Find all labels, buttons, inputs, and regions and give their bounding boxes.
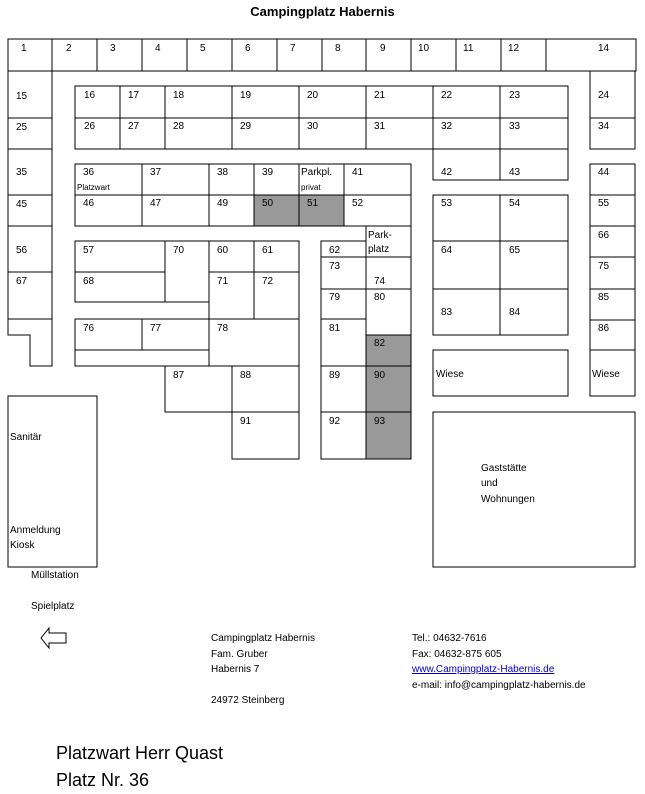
pitch-number: 87 bbox=[173, 370, 185, 381]
pitch-number: 76 bbox=[83, 323, 95, 334]
footer-warden: Platzwart Herr Quast bbox=[56, 743, 224, 763]
pitch-number: 10 bbox=[418, 43, 430, 54]
pitch-number: 21 bbox=[374, 90, 386, 101]
address-block bbox=[211, 631, 315, 709]
pitch-number: 52 bbox=[352, 198, 364, 209]
pitch-number: 11 bbox=[463, 43, 474, 54]
pitch-cell[interactable] bbox=[120, 86, 165, 118]
pitch-number: 85 bbox=[598, 292, 610, 303]
pitch-number: 89 bbox=[329, 370, 341, 381]
boundary-line bbox=[8, 319, 52, 366]
pitch-cell[interactable] bbox=[546, 39, 636, 71]
waste-station-label: Müllstation bbox=[31, 570, 79, 581]
pitch-cell[interactable] bbox=[590, 71, 635, 118]
pitch-number: 43 bbox=[509, 167, 521, 178]
pitch-number: 38 bbox=[217, 167, 229, 178]
pitch-cell[interactable] bbox=[321, 257, 366, 289]
pitch-number: 80 bbox=[374, 292, 386, 303]
pitch-number: 92 bbox=[329, 416, 341, 427]
pitch-number: 45 bbox=[16, 199, 28, 210]
pitch-cell[interactable] bbox=[8, 71, 52, 118]
pitch-number: 25 bbox=[16, 122, 28, 133]
pitch-number: 81 bbox=[329, 323, 341, 334]
pitch-number: 50 bbox=[262, 198, 274, 209]
pitch-number: 78 bbox=[217, 323, 229, 334]
footer-pitch: Platz Nr. 36 bbox=[56, 770, 150, 790]
pitch-number: 65 bbox=[509, 245, 521, 256]
pitch-cell[interactable] bbox=[321, 289, 366, 319]
playground-label: Spielplatz bbox=[31, 601, 75, 612]
pitch-number: 26 bbox=[84, 121, 96, 132]
pitch-cell[interactable] bbox=[590, 289, 635, 320]
pitch-number: 44 bbox=[598, 167, 610, 178]
pitch-cell[interactable] bbox=[590, 257, 635, 289]
kiosk-label: Kiosk bbox=[10, 540, 35, 551]
pitch-number: 1 bbox=[21, 43, 27, 54]
address-name: Campingplatz Habernis bbox=[211, 633, 315, 644]
arrow-left-icon bbox=[40, 625, 68, 651]
wiese-right-label: Wiese bbox=[592, 369, 620, 380]
pitch-number: 62 bbox=[329, 245, 341, 256]
pitch-cell[interactable] bbox=[209, 272, 254, 319]
pitch-cell[interactable] bbox=[209, 241, 254, 272]
pitch-number: 75 bbox=[598, 261, 610, 272]
pitch-number: 22 bbox=[441, 90, 453, 101]
restaurant-building[interactable] bbox=[433, 412, 635, 567]
pitch-number: 82 bbox=[374, 338, 386, 349]
pitch-cell[interactable] bbox=[142, 39, 187, 71]
pitch-cell[interactable] bbox=[366, 289, 411, 335]
pitch-cell[interactable] bbox=[590, 195, 635, 226]
pitch-cell[interactable] bbox=[254, 241, 299, 272]
pitch-cell[interactable] bbox=[590, 226, 635, 257]
restaurant-label: Wohnungen bbox=[481, 494, 535, 505]
map-title: Campingplatz Habernis bbox=[250, 4, 395, 19]
pitch-cell[interactable] bbox=[8, 272, 52, 319]
pitch-cell[interactable] bbox=[97, 39, 142, 71]
address-street: Habernis 7 bbox=[211, 664, 260, 675]
pitch-number: 4 bbox=[155, 43, 161, 54]
pitch-cell[interactable] bbox=[8, 195, 52, 226]
pitch-numbers bbox=[16, 43, 610, 427]
pitch-number: 79 bbox=[329, 292, 341, 303]
pitch-cell[interactable] bbox=[8, 118, 52, 149]
pitch-number: 3 bbox=[110, 43, 116, 54]
wiese-label: Wiese bbox=[436, 369, 464, 380]
pitch-number: 7 bbox=[290, 43, 296, 54]
pitch-number: 23 bbox=[509, 90, 521, 101]
pitch-cell[interactable] bbox=[366, 412, 411, 459]
pitch-number: 35 bbox=[16, 167, 28, 178]
pitch-number: 2 bbox=[66, 43, 72, 54]
pitch-number: 71 bbox=[217, 276, 229, 287]
restaurant-label: Gaststätte bbox=[481, 463, 527, 474]
contact-tel: Tel.: 04632-7616 bbox=[412, 633, 487, 644]
pitch-cell[interactable] bbox=[590, 164, 635, 195]
contact-email: e-mail: info@campingplatz-habernis.de bbox=[412, 679, 586, 691]
pitch-number: 53 bbox=[441, 198, 453, 209]
pitch-cell[interactable] bbox=[8, 226, 52, 272]
pitch-number: 5 bbox=[200, 43, 206, 54]
pitch-number: 9 bbox=[380, 43, 386, 54]
pitch-number: 39 bbox=[262, 167, 274, 178]
parking-private-label: Parkpl. bbox=[301, 167, 333, 178]
pitch-number: 68 bbox=[83, 276, 95, 287]
pitch-cell[interactable] bbox=[366, 39, 411, 71]
pitch-cell[interactable] bbox=[366, 366, 411, 412]
parking-label: Park- bbox=[368, 230, 392, 241]
pitch-cell[interactable] bbox=[321, 241, 366, 257]
pitch-number: 55 bbox=[598, 198, 610, 209]
pitch-number: 72 bbox=[262, 276, 274, 287]
pitch-number: 27 bbox=[128, 121, 140, 132]
parking-label: platz bbox=[368, 244, 390, 255]
pitch-cell[interactable] bbox=[75, 86, 120, 118]
pitch-number: 33 bbox=[509, 121, 521, 132]
pitch-cell[interactable] bbox=[120, 118, 165, 149]
pitch-cell[interactable] bbox=[321, 412, 366, 459]
pitch-number: 67 bbox=[16, 276, 28, 287]
pitch-cell[interactable] bbox=[75, 118, 120, 149]
boundary-line bbox=[75, 350, 209, 366]
pitch-cell[interactable] bbox=[8, 39, 52, 71]
pitch-number: 51 bbox=[307, 198, 319, 209]
pitch-number: 64 bbox=[441, 245, 453, 256]
pitch-cell[interactable] bbox=[8, 149, 52, 195]
pitch-number: 24 bbox=[598, 90, 610, 101]
pitch-number: 70 bbox=[173, 245, 185, 256]
pitch-cell[interactable] bbox=[277, 39, 322, 71]
platzwart-label: Platzwart bbox=[77, 183, 110, 192]
pitch-number: 19 bbox=[240, 90, 252, 101]
pitch-number: 90 bbox=[374, 370, 386, 381]
pitch-number: 49 bbox=[217, 198, 229, 209]
pitch-cell[interactable] bbox=[322, 39, 366, 71]
pitch-number: 61 bbox=[262, 245, 274, 256]
address-family: Fam. Gruber bbox=[211, 648, 268, 660]
pitch-cell[interactable] bbox=[232, 39, 277, 71]
pitch-cell[interactable] bbox=[321, 319, 366, 366]
pitch-cell[interactable] bbox=[209, 164, 254, 195]
address-city: 24972 Steinberg bbox=[211, 695, 285, 706]
pitch-number: 74 bbox=[374, 276, 386, 287]
pitch-number: 30 bbox=[307, 121, 319, 132]
pitch-number: 73 bbox=[329, 261, 341, 272]
pitch-cell[interactable] bbox=[187, 39, 232, 71]
restaurant-label: und bbox=[481, 478, 498, 489]
pitch-number: 93 bbox=[374, 416, 386, 427]
pitch-number: 37 bbox=[150, 167, 162, 178]
sanitary-label: Sanitär bbox=[10, 432, 42, 443]
contact-block bbox=[412, 631, 586, 693]
pitch-cell[interactable] bbox=[366, 257, 411, 289]
pitch-number: 18 bbox=[173, 90, 185, 101]
pitch-cell[interactable] bbox=[590, 320, 635, 350]
pitch-number: 57 bbox=[83, 245, 95, 256]
pitch-cell[interactable] bbox=[590, 118, 635, 149]
pitch-number: 88 bbox=[240, 370, 252, 381]
pitch-number: 91 bbox=[240, 416, 252, 427]
pitch-number: 20 bbox=[307, 90, 319, 101]
pitch-cell[interactable] bbox=[254, 164, 299, 195]
pitch-number: 6 bbox=[245, 43, 251, 54]
pitch-number: 56 bbox=[16, 245, 28, 256]
pitch-number: 83 bbox=[441, 307, 453, 318]
pitch-cell[interactable] bbox=[366, 335, 411, 366]
pitch-number: 60 bbox=[217, 245, 229, 256]
pitch-cell[interactable] bbox=[299, 195, 344, 226]
website-link[interactable]: www.Campingplatz-Habernis.de bbox=[412, 664, 555, 675]
parking-private-label: privat bbox=[301, 183, 321, 192]
pitch-number: 8 bbox=[335, 43, 341, 54]
pitch-number: 28 bbox=[173, 121, 185, 132]
pitch-number: 54 bbox=[509, 198, 521, 209]
pitch-number: 41 bbox=[352, 167, 364, 178]
pitch-number: 31 bbox=[374, 121, 386, 132]
pitch-number: 17 bbox=[128, 90, 140, 101]
pitch-cell[interactable] bbox=[254, 272, 299, 319]
pitch-number: 46 bbox=[83, 198, 95, 209]
contact-fax: Fax: 04632-875 605 bbox=[412, 648, 502, 660]
pitch-number: 86 bbox=[598, 323, 610, 334]
pitch-number: 47 bbox=[150, 198, 162, 209]
pitch-number: 77 bbox=[150, 323, 162, 334]
footer bbox=[56, 740, 223, 794]
pitch-number: 84 bbox=[509, 307, 521, 318]
registration-label: Anmeldung bbox=[10, 525, 61, 536]
pitch-number: 32 bbox=[441, 121, 453, 132]
pitch-cell[interactable] bbox=[321, 366, 366, 412]
pitch-cell[interactable] bbox=[52, 39, 97, 71]
pitch-number: 16 bbox=[84, 90, 96, 101]
pitch-number: 12 bbox=[508, 43, 520, 54]
pitch-number: 14 bbox=[598, 43, 610, 54]
pitch-number: 36 bbox=[83, 167, 95, 178]
pitch-cell[interactable] bbox=[209, 195, 254, 226]
pitch-cell[interactable] bbox=[254, 195, 299, 226]
pitch-cell[interactable] bbox=[165, 241, 209, 302]
pitch-number: 29 bbox=[240, 121, 252, 132]
pitch-number: 66 bbox=[598, 230, 610, 241]
pitch-number: 34 bbox=[598, 121, 610, 132]
pitch-number: 42 bbox=[441, 167, 453, 178]
pitch-number: 15 bbox=[16, 91, 28, 102]
